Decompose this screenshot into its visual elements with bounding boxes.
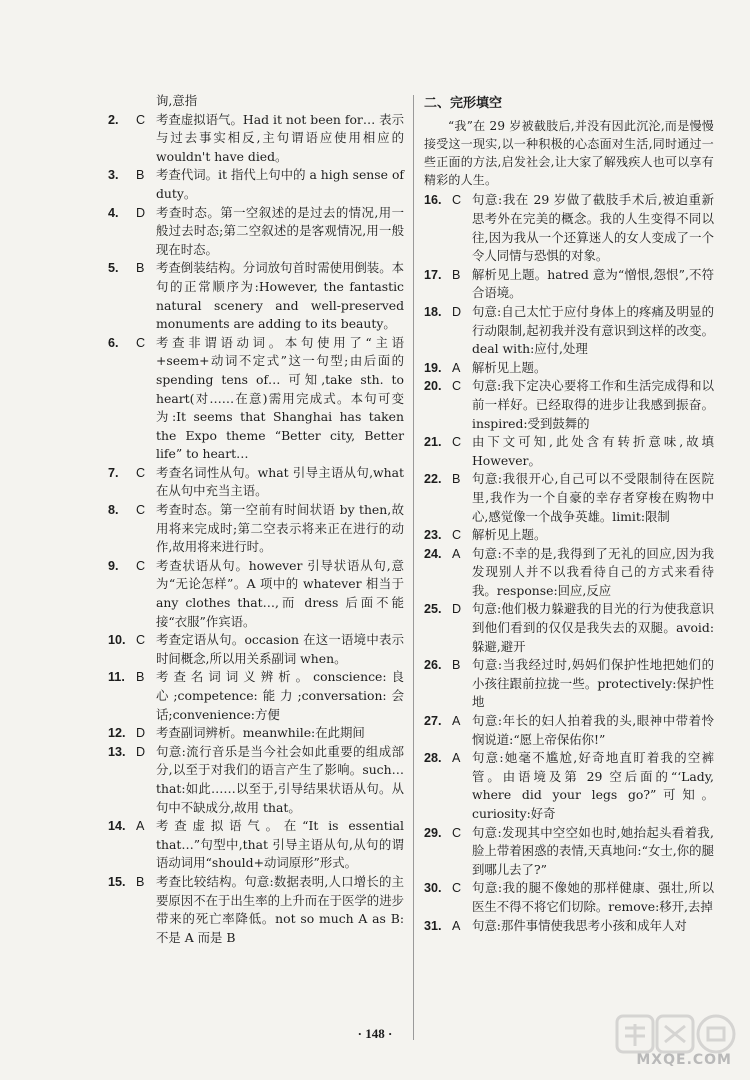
question-number: 2. [108, 112, 119, 127]
explanation-text: 考查代词。it 指代上句中的 a high sense of duty。 [156, 167, 404, 201]
explanation-text: 考查状语从句。however 引导状语从句,意为“无论怎样”。A 项中的 whatever 相当于 any clothes that…,而 dress 后面不能接“衣服”作宾语。 [156, 557, 404, 629]
answer-letter: C [136, 633, 146, 648]
question-number: 5. [108, 261, 119, 276]
explanation-text: 句意:不幸的是,我得到了无礼的回应,因为我发现别人并不以我看待自己的方式来看待我。response:回应,反应 [472, 545, 714, 598]
right-answer-list [424, 191, 714, 935]
answer-letter: A [452, 714, 461, 729]
answer-item [108, 204, 404, 260]
question-number: 15. [108, 874, 126, 889]
question-number: 16. [424, 193, 442, 208]
answer-item [108, 668, 404, 724]
explanation-text: 句意:自己太忙于应付身体上的疼痛及明显的行动限制,起初我并没有意识到这样的改变。deal with:应付,处理 [472, 303, 714, 357]
section-title: 二、完形填空 [424, 95, 503, 110]
watermark-domain: MXQE.COM [636, 1052, 732, 1068]
explanation-text: 考查虚拟语气。Had it not been for… 表示与过去事实相反,主句谓语应使用相应的 wouldn't have died。 [156, 111, 404, 164]
question-number: 9. [108, 558, 119, 573]
question-number: 28. [424, 751, 442, 766]
explanation-text: 考查时态。第一空叙述的是过去的情况,用一般过去时态;第二空叙述的是客观情况,用一般现在时态。 [156, 204, 404, 257]
answer-item [424, 470, 714, 526]
explanation-text: 句意:我下定决心要将工作和生活完成得和以前一样好。已经取得的进步让我感到振奋。inspired:受到鼓舞的 [472, 378, 714, 431]
question-number: 26. [424, 658, 442, 673]
explanation-text: 句意:我很开心,自己可以不受限制待在医院里,我作为一个自豪的幸存者穿梭在购物中心,感觉像一个战争英雄。limit:限制 [472, 471, 714, 524]
answer-letter: A [452, 918, 461, 933]
answer-item [424, 266, 714, 303]
right-column [424, 92, 714, 935]
question-number: 7. [108, 465, 119, 480]
answer-letter: D [452, 602, 462, 617]
question-number: 25. [424, 602, 442, 617]
explanation-text: 解析见上题。 [472, 527, 547, 543]
explanation-text: 句意:发现其中空空如也时,她抬起头看着我,脸上带着困惑的表情,天真地问:“女士,你的腿到哪儿去了?” [472, 824, 714, 877]
passage-summary: “我”在 29 岁被截肢后,并没有因此沉沦,而是慢慢接受这一现实,以一种积极的心态面对生活,同时通过一些正面的方法,启发社会,让大家了解残疾人也可以享有精彩的人生。 [424, 118, 714, 188]
answer-item [108, 501, 404, 557]
answer-letter: D [136, 205, 146, 220]
answer-item [108, 557, 404, 631]
answer-letter: A [452, 360, 461, 375]
answer-letter: B [136, 670, 145, 685]
answer-item [108, 743, 404, 817]
explanation-text: 句意:我在 29 岁做了截肢手术后,被迫重新思考外在完美的概念。我的人生变得不同以往,因为我从一个还算迷人的女人变成了一个令人同情与恐惧的对象。 [472, 192, 714, 264]
question-number: 23. [424, 528, 442, 543]
explanation-text: 句意:那件事情使我思考小孩和成年人对 [472, 917, 687, 933]
answer-item [108, 111, 404, 167]
question-number: 30. [424, 881, 442, 896]
explanation-text: 句意:流行音乐是当今社会如此重要的组成部分,以至于对我们的语言产生了影响。such…that:如此……以至于,引导结果状语从句。从句中不缺成分,故用 that。 [156, 743, 404, 815]
answer-item [424, 824, 714, 880]
question-number: 19. [424, 360, 442, 375]
answer-letter: B [136, 261, 145, 276]
page-number: · 148 · [357, 1026, 393, 1041]
answer-item [424, 526, 714, 545]
question-number: 4. [108, 205, 119, 220]
answer-item [424, 600, 714, 656]
explanation-text: 考查定语从句。occasion 在这一语境中表示时间概念,所以用关系副词 when。 [156, 632, 404, 666]
column-divider [413, 95, 414, 1040]
answer-letter: D [136, 744, 146, 759]
question-number: 14. [108, 819, 126, 834]
answer-item [108, 166, 404, 203]
question-number: 22. [424, 472, 442, 487]
question-number: 10. [108, 633, 126, 648]
question-number: 6. [108, 335, 119, 350]
answer-letter: C [452, 825, 462, 840]
answer-item [108, 724, 404, 743]
answer-letter: D [452, 304, 462, 319]
question-number: 11. [108, 670, 125, 685]
answer-letter: C [136, 335, 146, 350]
answer-letter: C [136, 112, 146, 127]
answer-item [424, 359, 714, 378]
explanation-text: 句意:他们极力躲避我的目光的行为使我意识到他们看到的仅仅是我失去的双腿。avoid:躲避,避开 [472, 601, 714, 654]
question-number: 31. [424, 918, 442, 933]
question-number: 13. [108, 744, 126, 759]
explanation-text: 解析见上题。hatred 意为“憎恨,怨恨”,不符合语境。 [472, 266, 714, 301]
answer-letter: C [452, 528, 462, 543]
answer-item [424, 303, 714, 359]
answer-letter: A [136, 819, 145, 834]
question-number: 17. [424, 267, 442, 282]
question-number: 20. [424, 379, 442, 394]
answer-letter: C [452, 379, 462, 394]
answer-item [424, 749, 714, 823]
answer-letter: C [452, 435, 462, 450]
answer-item [108, 873, 404, 947]
answer-item [424, 917, 714, 936]
answer-letter: C [136, 558, 146, 573]
explanation-text: 考查倒装结构。分词放句首时需使用倒装。本句的正常顺序为:However, the fantastic natural scenery and well-preserved monuments are adding to its beauty。 [156, 260, 404, 332]
answer-letter: C [452, 881, 462, 896]
answer-item [108, 631, 404, 668]
explanation-text: 句意:当我经过时,妈妈们保护性地把她们的小孩往跟前拉拢一些。protectively:保护性地 [472, 657, 714, 710]
question-number: 18. [424, 304, 442, 319]
explanation-text: 解析见上题。 [472, 359, 547, 375]
answer-letter: B [136, 168, 145, 183]
answer-item [424, 656, 714, 712]
answer-item [424, 545, 714, 601]
explanation-text: 句意:年长的妇人拍着我的头,眼神中带着怜悯说道:“愿上帝保佑你!” [472, 713, 714, 747]
explanation-text: 考查名词词义辨析。conscience:良心;competence:能力;conversation:会话;convenience:方便 [156, 669, 404, 722]
answer-letter: C [452, 193, 462, 208]
answer-letter: C [136, 465, 146, 480]
explanation-text: 考查虚拟语气。在“It is essential that…”句型中,that 引导主语从句,从句的谓语动词用“should+动词原形”形式。 [156, 818, 404, 871]
answer-item [424, 879, 714, 916]
question-number: 27. [424, 714, 442, 729]
answer-item [424, 191, 714, 265]
answer-letter: A [452, 751, 461, 766]
answer-item [424, 433, 714, 470]
explanation-text: 由下文可知,此处含有转折意味,故填 However。 [472, 434, 714, 468]
left-column [108, 92, 404, 947]
answer-item [108, 334, 404, 464]
explanation-text: 句意:她毫不尴尬,好奇地直盯着我的空裤管。由语境及第 29 空后面的“‘Lady, where did your legs go?”可知。curiosity:好奇 [472, 750, 714, 821]
question-number: 12. [108, 726, 126, 741]
explanation-text: 考查时态。第一空前有时间状语 by then,故用将来完成时;第二空表示将来正在进行的动作,故用将来进行时。 [156, 502, 404, 555]
answer-letter: B [136, 874, 145, 889]
answer-item [108, 259, 404, 333]
explanation-text: 句意:我的腿不像她的那样健康、强壮,所以医生不得不将它们切除。remove:移开,去掉 [472, 880, 714, 914]
answer-letter: A [452, 546, 461, 561]
answer-letter: C [136, 503, 146, 518]
question-number: 24. [424, 546, 442, 561]
explanation-text: 考查比较结构。句意:数据表明,人口增长的主要原因不在于出生率的上升而在于医学的进步带来的死亡率降低。not so much A as B:不是 A 而是 B [156, 873, 404, 945]
explanation-text: 考查名词性从句。what 引导主语从句,what 在从句中充当主语。 [156, 464, 404, 499]
question-number: 3. [108, 168, 119, 183]
answer-letter: B [452, 658, 461, 673]
answer-item [108, 817, 404, 873]
answer-letter: B [452, 267, 461, 282]
continuation-text: 询,意指 [156, 93, 198, 108]
explanation-text: 考查非谓语动词。本句使用了“主语+seem+动词不定式”这一句型;由后面的 spending tens of… 可知,take sth. to heart(对……在意)需用完成式。本句可变为:It seems that Shanghai has taken the Expo theme “Better city, Better life” to heart… [156, 334, 404, 462]
answer-letter: D [136, 726, 146, 741]
question-number: 21. [424, 435, 442, 450]
question-number: 8. [108, 503, 119, 518]
question-number: 29. [424, 825, 442, 840]
answer-item [424, 377, 714, 433]
explanation-text: 考查副词辨析。meanwhile:在此期间 [156, 725, 365, 741]
left-answer-list [108, 111, 404, 948]
answer-item [108, 464, 404, 501]
answer-item [424, 712, 714, 749]
answer-letter: B [452, 472, 461, 487]
